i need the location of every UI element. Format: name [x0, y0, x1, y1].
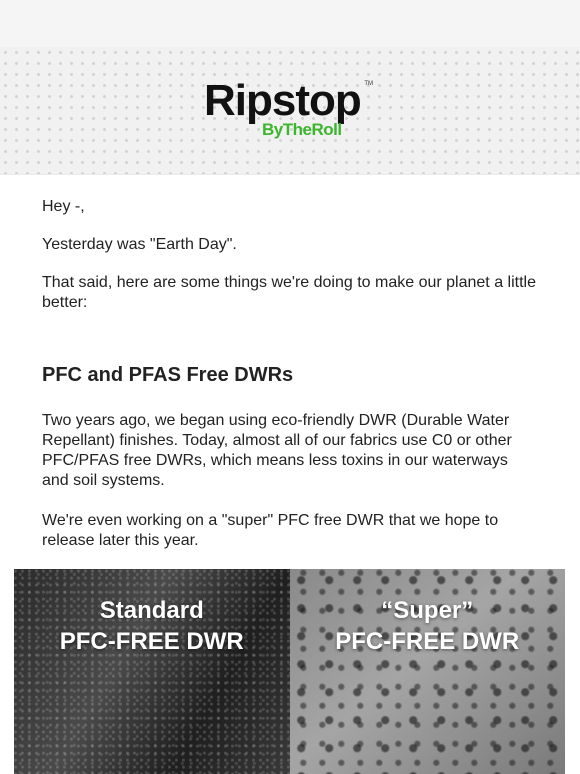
dwr-comparison-image [14, 569, 565, 774]
paragraph-dwr: Two years ago, we began using eco-friendly DWR (Durable Water Repellant) finishes. Today, almost all of our fabrics use C0 or other PFC/PFAS free DWRs, which means less toxins in our waterways and soil systems. [42, 412, 512, 489]
email-body [0, 197, 580, 551]
logo-trademark: TM [364, 81, 373, 87]
paragraph-earth-day: Yesterday was "Earth Day". [42, 236, 237, 253]
super-dwr-title [290, 595, 566, 657]
top-strip [0, 0, 580, 47]
super-dwr-line2: PFC-FREE DWR [335, 628, 520, 655]
super-dwr-panel [290, 569, 566, 774]
super-dwr-line1: “Super” [381, 597, 474, 624]
standard-dwr-panel [14, 569, 290, 774]
standard-dwr-line1: Standard [99, 597, 204, 624]
logo-subtitle: ByTheRoll [262, 120, 342, 139]
brand-logo[interactable] [204, 76, 379, 145]
paragraph-intro: That said, here are some things we're doing to make our planet a little better: [42, 274, 536, 311]
standard-dwr-title [14, 595, 290, 657]
standard-dwr-line2: PFC-FREE DWR [59, 628, 244, 655]
logo-wordmark: Ripstop [204, 76, 361, 125]
greeting: Hey -, [42, 198, 85, 215]
section-heading: PFC and PFAS Free DWRs [42, 364, 294, 386]
paragraph-super-dwr: We're even working on a "super" PFC free DWR that we hope to release later this year. [42, 512, 499, 549]
email-header [0, 47, 580, 175]
